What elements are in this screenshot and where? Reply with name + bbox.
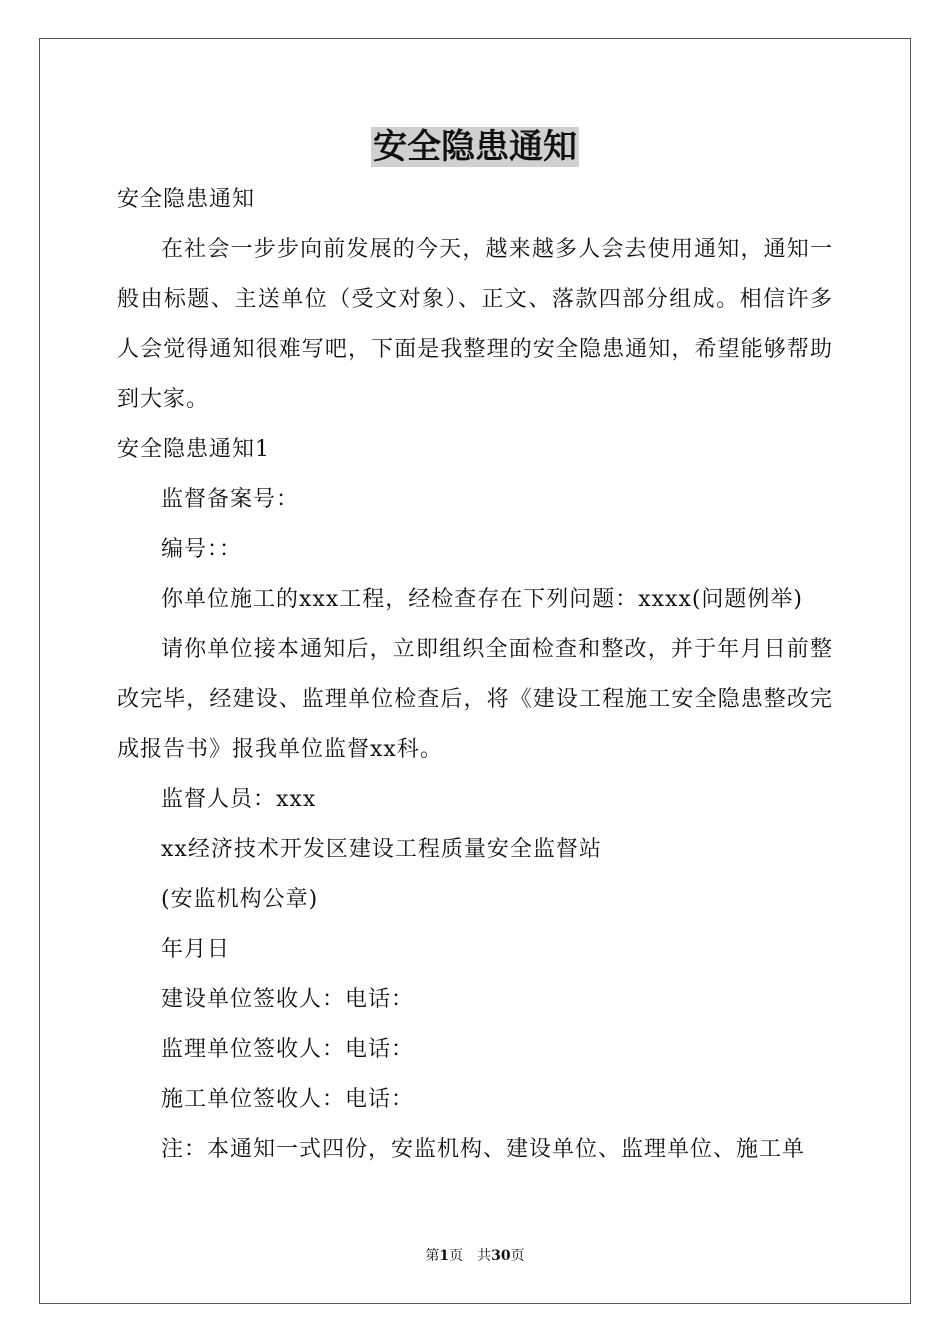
body-line: 编号：： [161,537,243,562]
section-heading: 安全隐患通知 [117,187,256,212]
total-prefix: 共 [477,1248,492,1264]
body-line: 年月日 [161,937,231,962]
document-title [0,124,950,170]
page-prefix: 第 [425,1248,440,1264]
total-pages: 30 [491,1248,511,1264]
body-line: 监督备案号： [161,487,300,512]
body-line: 监理单位签收人：电话： [161,1037,415,1062]
intro-paragraph: 在社会一步步向前发展的今天，越来越多人会去使用通知，通知一般由标题、主送单位（受文对象）、正文、落款四部分组成。相信许多人会觉得通知很难写吧，下面是我整理的安全隐患通知，希望能够帮助到大家。 [117,237,833,412]
document-body [117,175,833,1175]
page-number: 1 [439,1248,450,1264]
body-paragraph: 请你单位接本通知后，立即组织全面检查和整改，并于年月日前整改完毕，经建设、监理单位检查后，将《建设工程施工安全隐患整改完成报告书》报我单位监督xx科。 [117,637,833,762]
section-heading: 安全隐患通知1 [117,437,270,462]
body-line: 监督人员：xxx [161,787,317,812]
page-footer [0,1246,950,1266]
body-line: 注：本通知一式四份，安监机构、建设单位、监理单位、施工单 [161,1137,806,1162]
body-line: 建设单位签收人：电话： [161,987,415,1012]
body-line: xx经济技术开发区建设工程质量安全监督站 [161,837,602,862]
body-line: 施工单位签收人：电话： [161,1087,415,1112]
body-line: 你单位施工的xxx工程，经检查存在下列问题：xxxx(问题例举) [161,587,804,612]
page-suffix: 页 [449,1248,464,1264]
document-title-text: 安全隐患通知 [373,127,577,167]
total-suffix: 页 [510,1248,525,1264]
body-line: (安监机构公章) [161,887,319,912]
